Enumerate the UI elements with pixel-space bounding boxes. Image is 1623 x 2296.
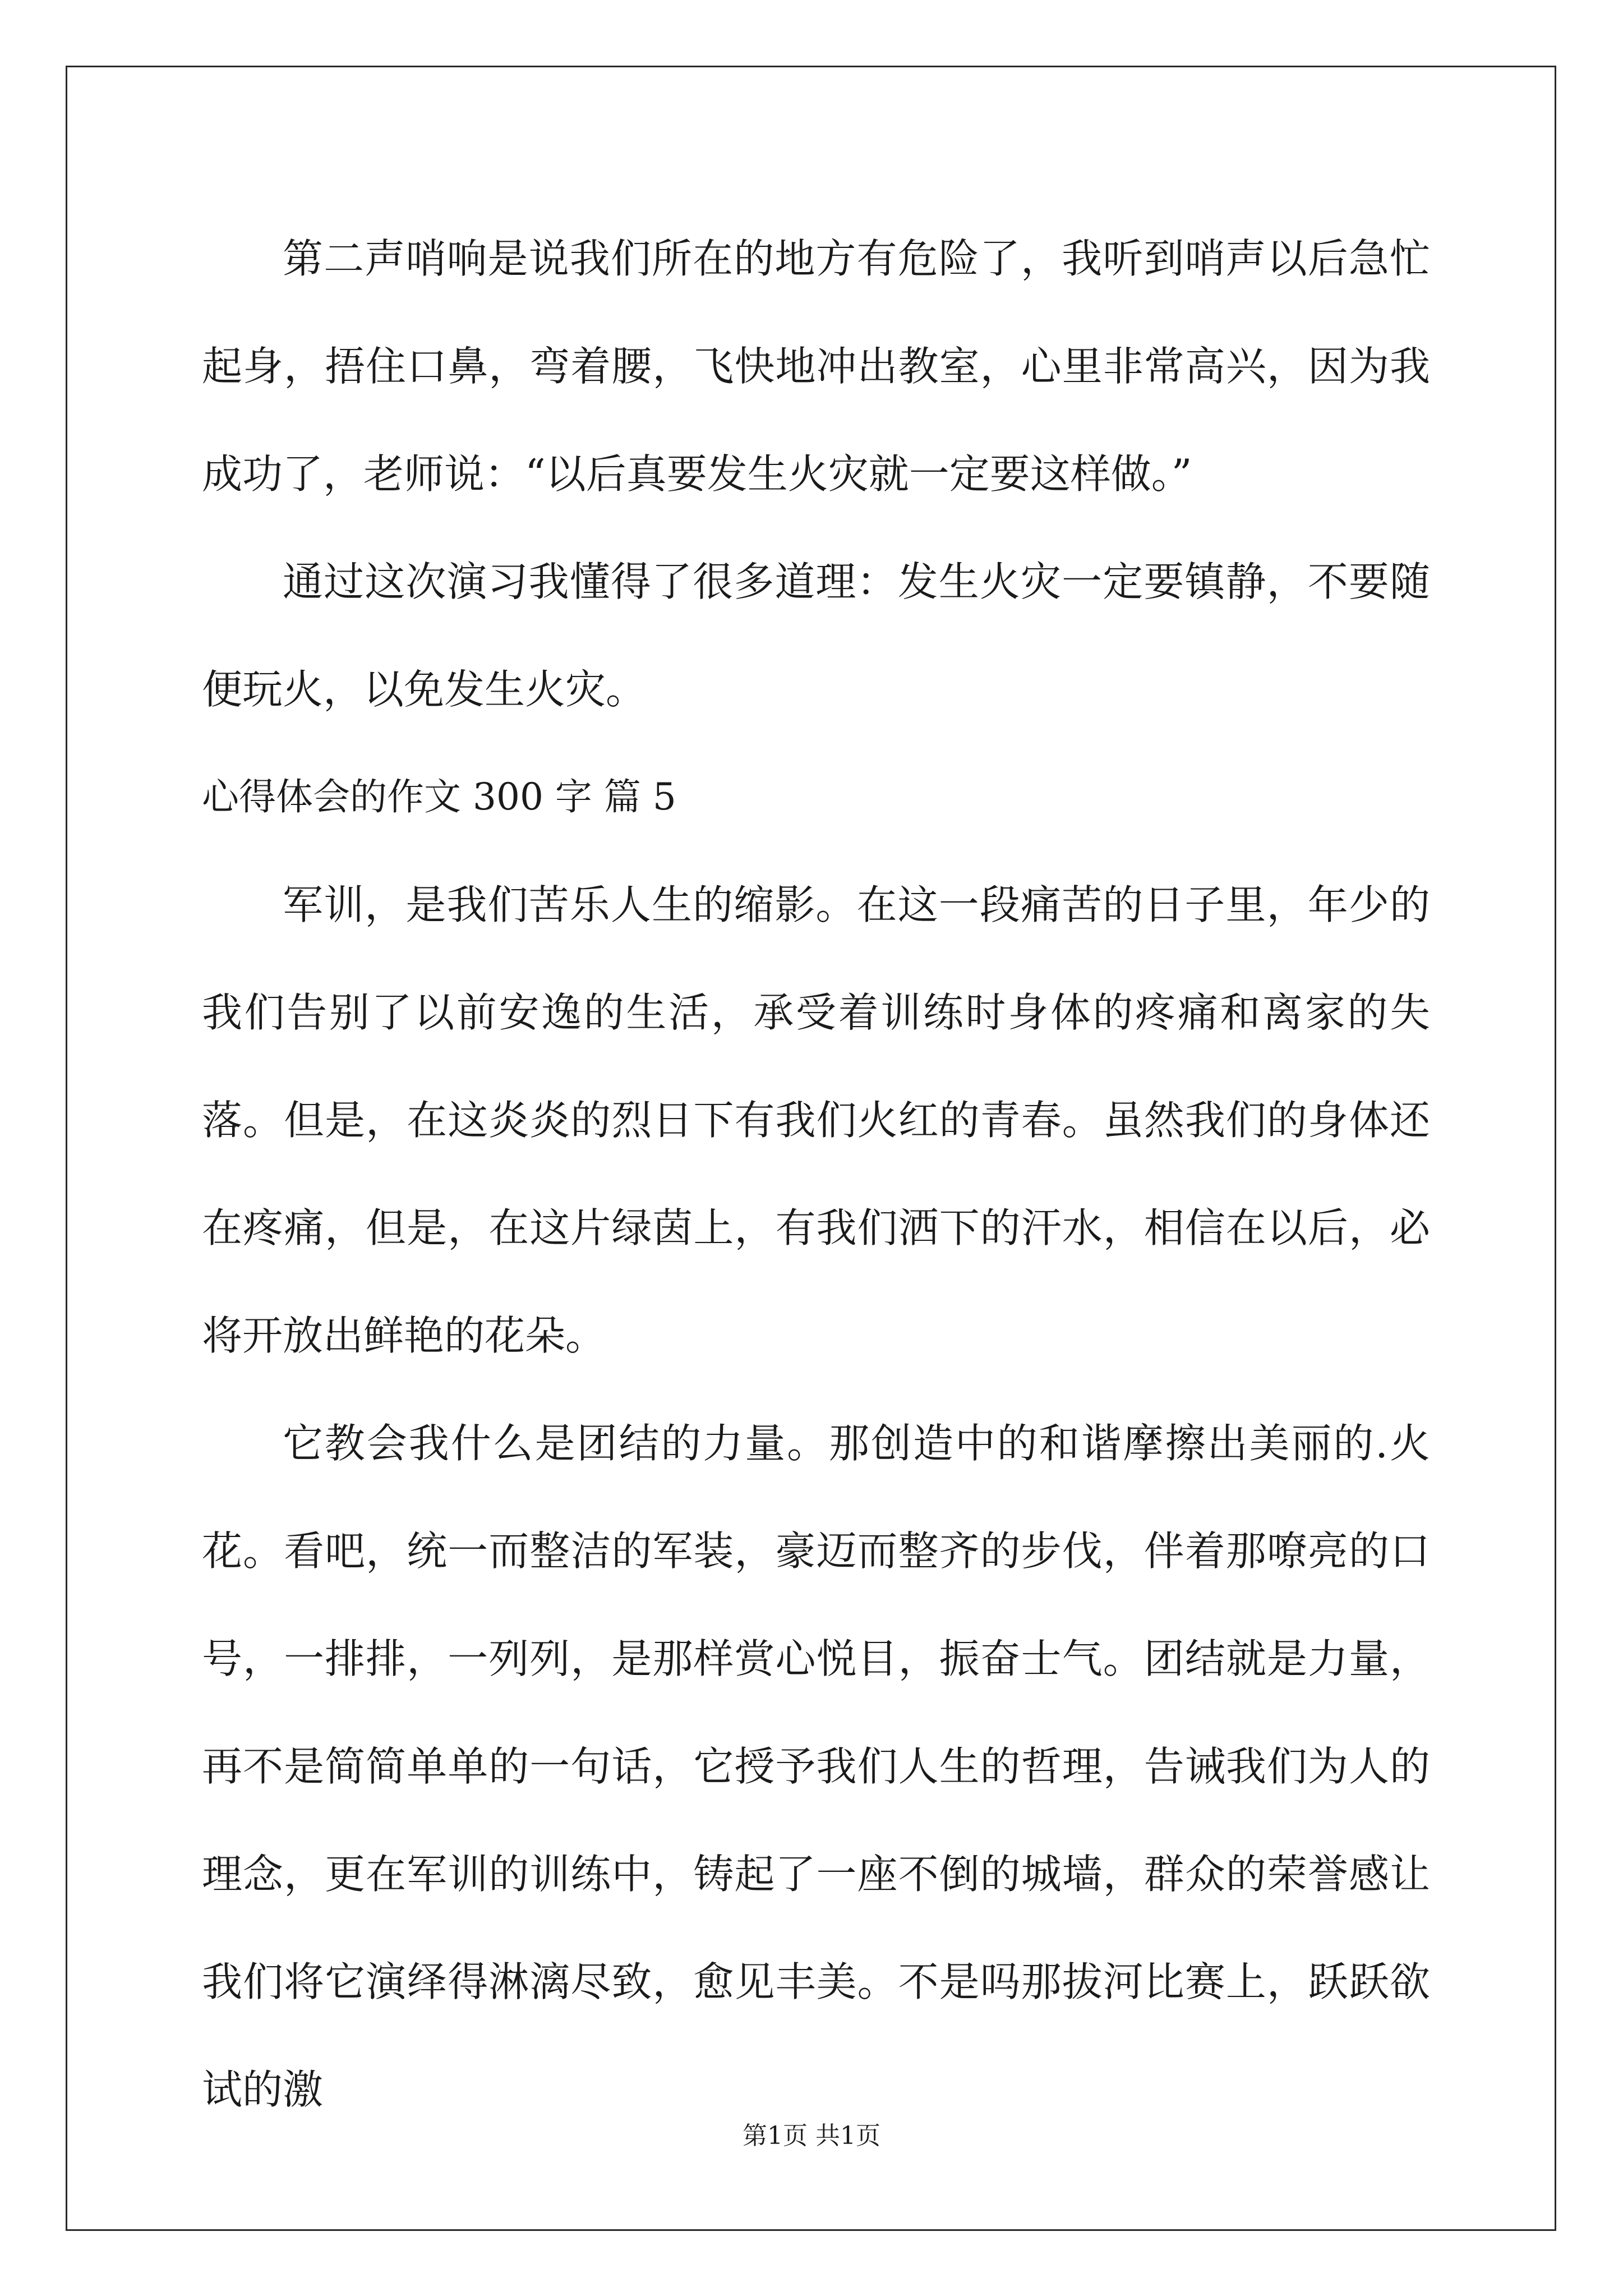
section-heading: 心得体会的作文 300 字 篇 5 [202,775,676,818]
paragraph-unity: 它教会我什么是团结的力量。那创造中的和谐摩擦出美丽的.火花。看吧，统一而整洁的军装，豪迈而整齐的步伐，伴着那嘹亮的口号，一排排，一列列，是那样赏心悦目，振奋士气。团结就是力量，再不是简简单单的一句话，它授予我们人生的哲理，告诫我们为人的理念，更在军训的训练中，铸起了一座不倒的城墙，群众的荣誉感让我们将它演绎得淋漓尽致，愈见丰美。不是吗那拔河比赛上，跃跃欲试的激 [202,1420,1430,2113]
paragraph-whistle: 第二声哨响是说我们所在的地方有危险了，我听到哨声以后急忙起身，捂住口鼻，弯着腰，飞快地冲出教室，心里非常高兴，因为我成功了，老师说：“以后真要发生火灾就一定要这样做。” [202,235,1430,498]
paragraph-lesson: 通过这次演习我懂得了很多道理：发生火灾一定要镇静，不要随便玩火，以免发生火灾。 [202,558,1430,713]
paragraph-military-training: 军训，是我们苦乐人生的缩影。在这一段痛苦的日子里，年少的我们告别了以前安逸的生活，承受着训练时身体的疼痛和离家的失落。但是，在这炎炎的烈日下有我们火红的青春。虽然我们的身体还在疼痛，但是，在这片绿茵上，有我们洒下的汗水，相信在以后，必将开放出鲜艳的花朵。 [202,881,1430,1359]
document-body [202,205,1430,2143]
page-footer: 第1页 共1页 [743,2122,880,2150]
